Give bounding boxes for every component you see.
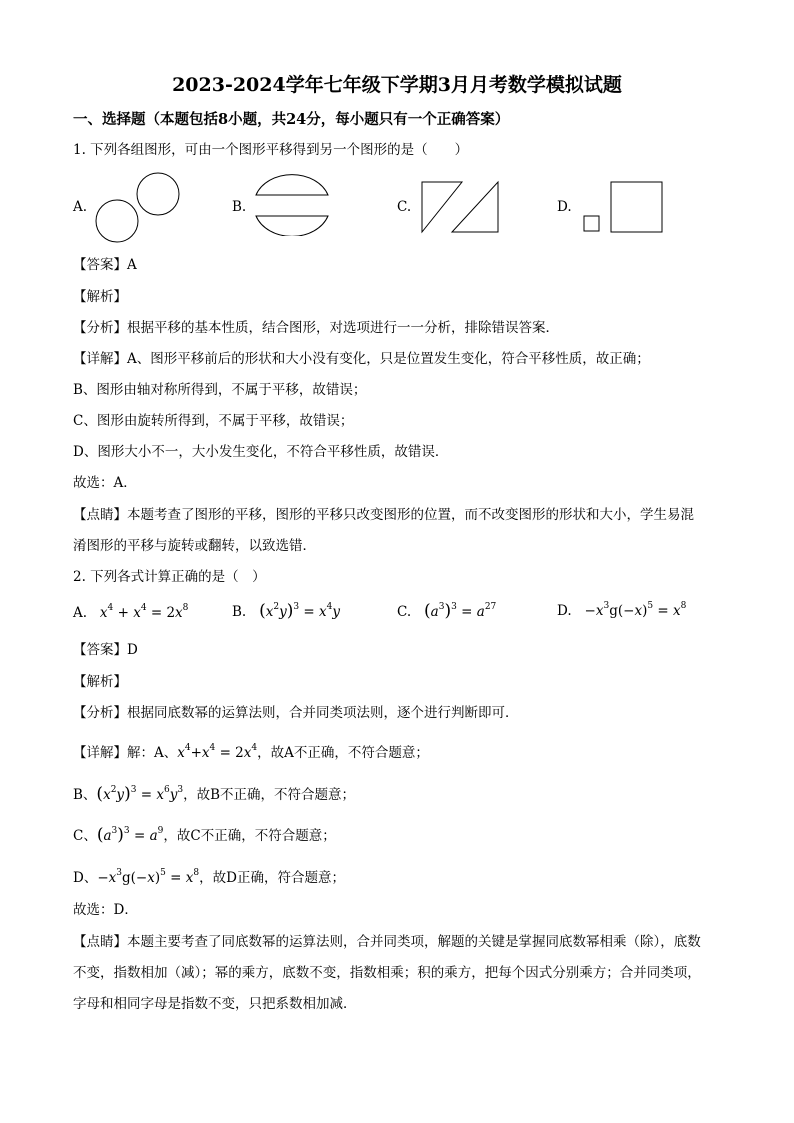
q1-detail-c: C、图形由旋转所得到，不属于平移，故错误； [73,413,354,429]
q1-option-d-figure [580,180,668,236]
q2-detail-c [73,821,336,846]
q2-detail-a-formula: $x^4+x^4 = 2x^4$ [177,743,258,761]
q2-option-a-label: A. [73,605,88,621]
q1-detail-b: B、图形由轴对称所得到，不属于平移，故错误； [73,382,367,398]
q1-stem: 1. 下列各组图形，可由一个图形平移得到另一个图形的是（ ） [73,142,469,158]
q2-detail-b [73,780,355,805]
q2-option-b [232,601,340,621]
q2-comment-line3: 字母和相同字母是指数不变，只把系数相加减． [73,996,357,1012]
q2-comment-line2: 不变，指数相加（减）；幂的乘方，底数不变，指数相乘；积的乘方，把每个因式分别乘方；合并同类项， [73,965,701,981]
q2-detail-d-formula: $-x^3g(-x)^5 = x^8$ [97,868,200,886]
q2-detail-b-formula: $(x^2y)^3 = x^6y^3$ [96,784,184,804]
q1-jiexi: 【解析】 [73,289,127,305]
q1-comment-line2: 淆图形的平移与旋转或翻转，以致选错． [73,538,316,554]
q1-option-c-figure [418,180,504,236]
q2-option-d-formula: $-x^3g(-x)^5 = x^8$ [584,601,687,619]
q2-stem: 2. 下列各式计算正确的是（ ） [73,569,266,585]
q2-detail-a-prefix: 【详解】解：A、 [73,745,178,761]
q2-detail-d-suffix: ，故D正确，符合题意； [199,870,345,886]
q2-answer: 【答案】D [73,642,138,658]
q2-option-c-label: C. [397,604,412,620]
q2-option-a [73,603,188,621]
q2-detail-c-suffix: ，故C不正确，不符合题意； [163,828,336,844]
q1-option-a-figure [90,170,185,245]
q1-option-a-label: A. [73,199,88,215]
q2-option-d [557,601,686,619]
q2-choice: 故选：D． [73,902,138,918]
q2-detail-c-formula: $(a^3)^3 = a^9$ [96,825,164,845]
q2-option-c-formula: $(a^3)^3 = a^{27}$ [424,601,497,621]
q2-detail-b-prefix: B、 [73,787,97,803]
q2-option-b-formula: $(x^2y)^3 = x^4y$ [259,601,341,621]
q1-option-b-figure [252,174,332,236]
q2-option-d-label: D. [557,603,572,619]
q2-detail-d-prefix: D、 [73,870,98,886]
q1-answer: 【答案】A [73,257,137,273]
q2-detail-a [73,738,429,763]
q1-analysis: 【分析】根据平移的基本性质，结合图形，对选项进行一一分析，排除错误答案． [73,320,559,336]
q1-option-d-label: D. [557,199,572,215]
q2-detail-a-suffix: ，故A不正确，不符合题意； [257,745,429,761]
q2-option-c [397,601,496,621]
q2-detail-c-prefix: C、 [73,828,97,844]
q2-option-a-formula: $x^4 + x^4 = 2x^8$ [91,603,189,621]
q2-option-b-label: B. [232,604,247,620]
q2-comment-line1: 【点睛】本题主要考查了同底数幂的运算法则，合并同类项，解题的关键是掌握同底数幂相乘（除），底数 [73,934,701,950]
q1-detail-d: D、图形大小不一，大小发生变化，不符合平移性质，故错误． [73,444,449,460]
q1-detail: 【详解】A、图形平移前后的形状和大小没有变化，只是位置发生变化，符合平移性质，故正确； [73,351,650,367]
section-heading: 一、选择题（本题包括8小题，共24分，每小题只有一个正确答案） [73,111,510,128]
q1-option-c-label: C. [397,199,412,215]
q2-jiexi: 【解析】 [73,674,127,690]
q2-analysis: 【分析】根据同底数幂的运算法则，合并同类项法则，逐个进行判断即可． [73,705,519,721]
q2-detail-b-suffix: ，故B不正确，不符合题意； [183,787,355,803]
page-title: 2023-2024学年七年级下学期3月月考数学模拟试题 [172,74,622,96]
q1-comment-line1: 【点睛】本题考查了图形的平移，图形的平移只改变图形的位置，而不改变图形的形状和大小，学生易混 [73,507,694,523]
q2-detail-d [73,863,345,888]
q1-option-b-label: B. [232,199,247,215]
q1-choice: 故选：A． [73,475,137,491]
